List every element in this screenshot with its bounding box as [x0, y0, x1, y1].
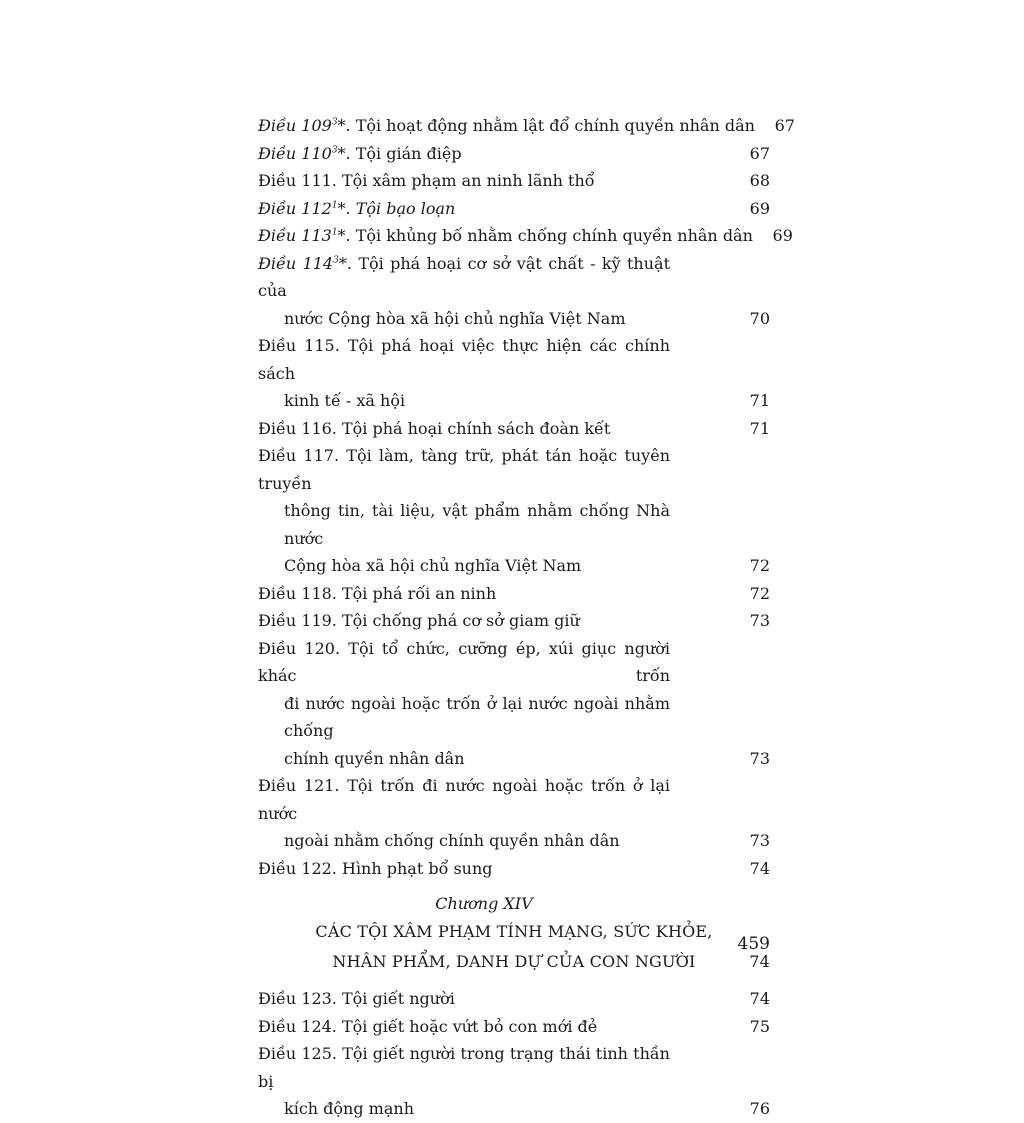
toc-entry [258, 1013, 770, 1041]
article-label: Điều 124. [258, 1016, 342, 1036]
entry-page-number: 73 [749, 611, 770, 630]
article-label: Điều 125. [258, 1044, 343, 1063]
article-title: Hình phạt bổ sung [341, 858, 493, 878]
article-title: Tội giết người trong trạng thái tinh thần bị [258, 1044, 670, 1091]
toc-entry [258, 442, 770, 580]
article-label: Điều 111. [258, 171, 342, 190]
article-title: ngoài nhằm chống chính quyền nhân dân [284, 831, 620, 850]
chapter-heading [258, 890, 770, 977]
article-title: Tội bạo loạn [355, 198, 456, 218]
toc-entry [258, 140, 770, 168]
article-label: Điều 116. [258, 418, 342, 438]
article-title: Tội phá hoại chính sách đoàn kết [341, 418, 611, 438]
chapter-label: Chương XIV [435, 894, 533, 913]
article-label: Điều 118. [258, 583, 342, 603]
article-title: Tội giết người [341, 989, 455, 1008]
toc-entry [258, 772, 770, 855]
toc-entry [258, 112, 795, 140]
article-title: thông tin, tài liệu, vật phẩm nhằm chống Nhà nước [284, 501, 670, 548]
entry-page-number: 72 [749, 556, 770, 575]
entry-page-number: 70 [749, 308, 770, 328]
toc-entries-after [258, 985, 770, 1123]
entry-page-number: 74 [749, 858, 770, 878]
toc-entry [258, 167, 770, 195]
article-title: Cộng hòa xã hội chủ nghĩa Việt Nam [284, 556, 582, 575]
entry-page-number: 67 [774, 116, 795, 135]
chapter-title-line-2: NHÂN PHẨM, DANH DỰ CỦA CON NGƯỜI [332, 952, 696, 971]
toc-entry [258, 1040, 770, 1123]
article-title: Tội chống phá cơ sở giam giữ [341, 611, 580, 630]
article-label: Điều $109^3*$. [258, 116, 356, 135]
entry-page-number: 69 [749, 198, 770, 218]
article-title: Tội gián điệp [355, 143, 462, 163]
toc-entries-before [258, 112, 795, 882]
article-title: Tội tổ chức, cưỡng ép, xúi giục người khác trốn [258, 638, 670, 685]
entry-page-number: 69 [772, 226, 793, 245]
article-title: Tội trốn đi nước ngoài hoặc trốn ở lại nước [258, 776, 670, 823]
article-title: Tội phá hoại việc thực hiện các chính sách [258, 336, 671, 383]
table-of-contents [258, 112, 795, 1123]
toc-entry [258, 222, 793, 250]
article-title: Tội khủng bố nhằm chống chính quyền nhân dân [355, 226, 753, 245]
entry-page-number: 75 [749, 1016, 770, 1036]
article-label: Điều 117. [258, 446, 347, 465]
toc-entry [258, 195, 770, 223]
article-label: Điều $114^3*$. [258, 253, 359, 273]
article-label: Điều 122. [258, 858, 342, 878]
entry-page-number: 68 [749, 171, 770, 190]
article-label: Điều $113^1*$. [258, 226, 356, 245]
article-title: Tội giết hoặc vứt bỏ con mới đẻ [341, 1016, 598, 1036]
toc-entry [258, 855, 770, 883]
article-title: Tội xâm phạm an ninh lãnh thổ [341, 171, 595, 190]
article-label: Điều 119. [258, 611, 342, 630]
article-label: Điều 120. [258, 638, 349, 658]
entry-page-number: 67 [749, 143, 770, 163]
chapter-title [258, 917, 770, 977]
toc-entry [258, 332, 770, 415]
entry-page-number: 73 [749, 831, 770, 850]
article-label: Điều 123. [258, 989, 342, 1008]
entry-page-number: 71 [749, 418, 770, 438]
entry-page-number: 72 [749, 583, 770, 603]
entry-page-number: 76 [749, 1099, 770, 1118]
article-title: chính quyền nhân dân [284, 748, 465, 768]
article-title: kích động mạnh [284, 1099, 414, 1118]
entry-page-number: 74 [749, 989, 770, 1008]
entry-page-number: 71 [749, 391, 770, 410]
article-title: đi nước ngoài hoặc trốn ở lại nước ngoài nhằm chống [284, 693, 670, 740]
toc-entry [258, 635, 770, 773]
article-title: Tội phá hoại cơ sở vật chất - kỹ thuật của [258, 253, 671, 300]
article-title: Tội hoạt động nhằm lật đổ chính quyền nhân dân [355, 116, 755, 135]
article-title: kinh tế - xã hội [284, 391, 406, 410]
article-title: Tội phá rối an ninh [341, 583, 497, 603]
chapter-page-number: 74 [749, 952, 770, 971]
toc-entry [258, 250, 770, 333]
article-label: Điều 121. [258, 776, 348, 795]
toc-entry [258, 415, 770, 443]
article-title: nước Cộng hòa xã hội chủ nghĩa Việt Nam [284, 308, 626, 328]
chapter-title-line-1: CÁC TỘI XÂM PHẠM TÍNH MẠNG, SỨC KHỎE, [315, 922, 713, 941]
toc-entry [258, 985, 770, 1013]
page-number: 459 [737, 934, 770, 954]
article-label: Điều 115. [258, 336, 348, 355]
toc-entry [258, 580, 770, 608]
entry-page-number: 73 [749, 748, 770, 768]
article-label: Điều $110^3*$. [258, 143, 356, 163]
toc-entry [258, 607, 770, 635]
article-label: Điều $112^1*$. [258, 198, 356, 218]
article-title: Tội làm, tàng trữ, phát tán hoặc tuyên truyền [258, 446, 670, 493]
